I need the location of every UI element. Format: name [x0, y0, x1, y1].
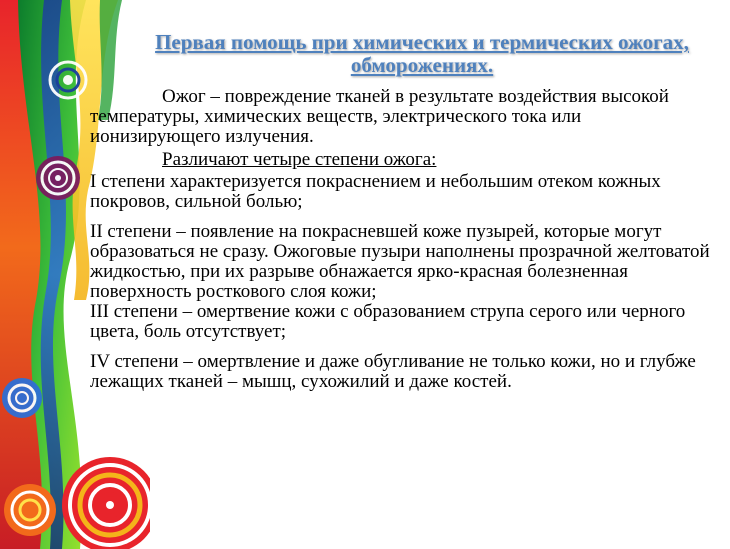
degree-1: I степени характеризуется покраснением и небольшим отеком кожных покровов, сильной болью;	[90, 171, 661, 212]
degree-3: III степени – омертвение кожи с образованием струпа серого или черного цвета, боль отсутствует;	[90, 301, 686, 342]
slide-body	[90, 87, 715, 392]
burn-definition: Ожог – повреждение тканей в результате воздействия высокой температуры, химических веществ, электрического тока или ионизирующего излучения.	[90, 86, 669, 147]
slide-title: Первая помощь при химических и термических ожогах, обморожениях.	[155, 30, 689, 77]
degrees-heading: Различают четыре степени ожога:	[162, 149, 437, 170]
degree-2: II степени – появление на покрасневшей коже пузырей, которые могут образоваться не сразу. Ожоговые пузыри наполнены прозрачной желтоватой жидкостью, при их разрыве обнажается ярко-красная болезненная поверхность росткового слоя кожи;	[90, 221, 710, 302]
swirl-bottom-left	[4, 484, 56, 536]
swirl-middle	[36, 156, 80, 200]
swirl-lower-blue	[2, 378, 42, 418]
degree-4: IV степени – омертвление и даже обугливание не только кожи, но и глубже лежащих тканей – мышц, сухожилий и даже костей.	[90, 351, 696, 392]
